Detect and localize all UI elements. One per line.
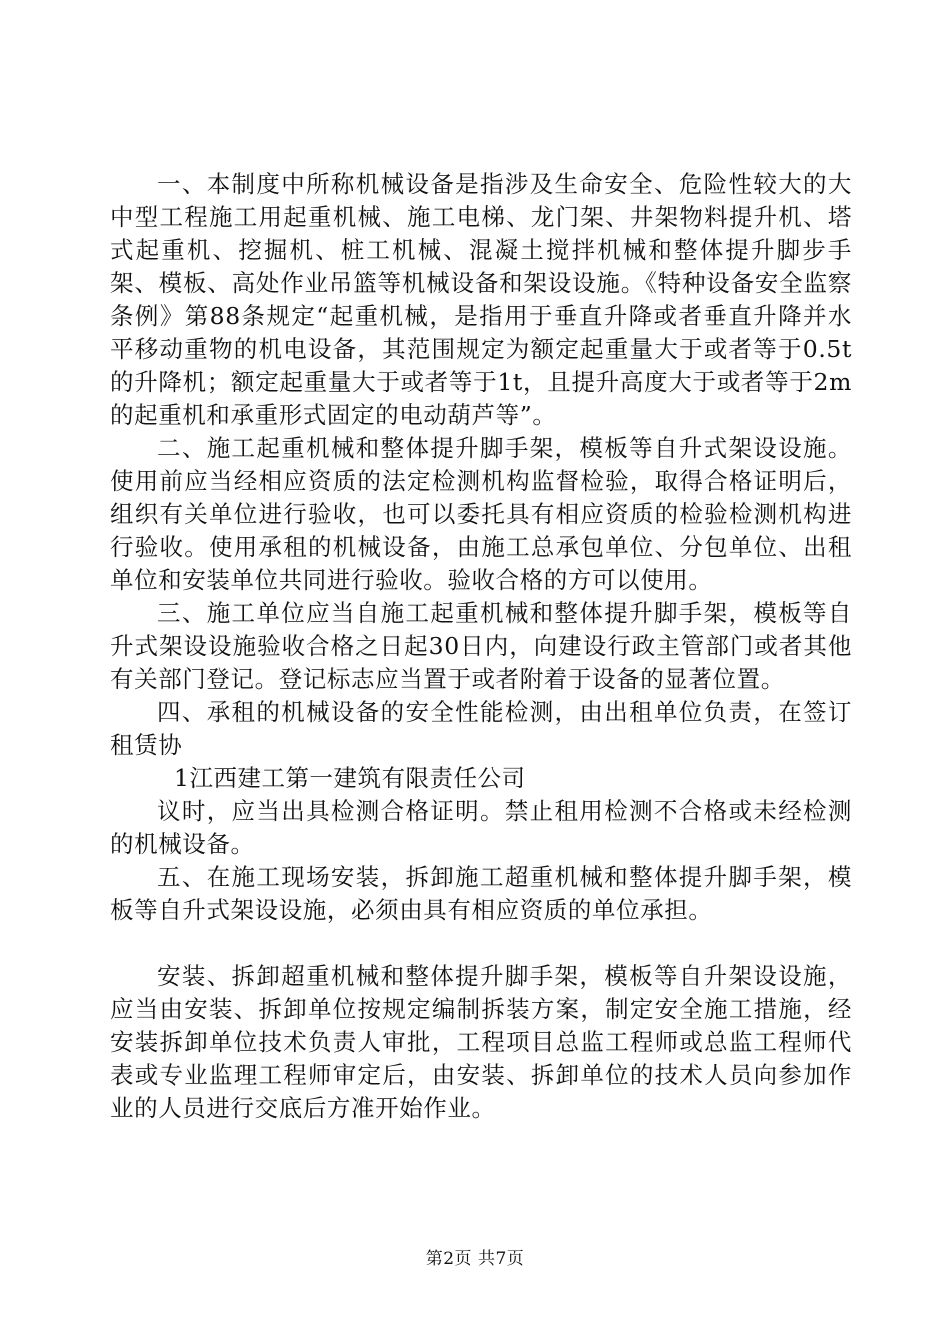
document-body [110,168,852,1125]
paragraph-4-continued: 议时，应当出具检测合格证明。禁止租用检测不合格或未经检测的机械设备。 [110,797,852,858]
paragraph-1: 一、本制度中所称机械设备是指涉及生命安全、危险性较大的大中型工程施工用起重机械、施工电梯、龙门架、井架物料提升机、塔式起重机、挖掘机、桩工机械、混凝土搅拌机械和整体提升脚步手架、模板、高处作业吊篮等机械设备和架设设施。《特种设备安全监察条例》第88条规定“起重机械，是指用于垂直升降或者垂直升降并水平移动重物的机电设备，其范围规定为额定起重量大于或者等于0.5t的升降机；额定起重量大于或者等于1t，且提升高度大于或者等于2m的起重机和承重形式固定的电动葫芦等”。 [110,170,852,429]
paragraph-6: 安装、拆卸超重机械和整体提升脚手架，模板等自升架设设施，应当由安装、拆卸单位按规定编制拆装方案，制定安全施工措施，经安装拆卸单位技术负责人审批，工程项目总监工程师或总监工程师代表或专业监理工程师审定后，由安装、拆卸单位的技术人员向参加作业的人员进行交底后方准开始作业。 [110,962,852,1122]
paragraph-5: 五、在施工现场安装，拆卸施工超重机械和整体提升脚手架，模板等自升式架设设施，必须由具有相应资质的单位承担。 [110,863,852,924]
paragraph-2: 二、施工起重机械和整体提升脚手架，模板等自升式架设设施。使用前应当经相应资质的法定检测机构监督检验，取得合格证明后，组织有关单位进行验收，也可以委托具有相应资质的检验检测机构进行验收。使用承租的机械设备，由施工总承包单位、分包单位、出租单位和安装单位共同进行验收。验收合格的方可以使用。 [110,434,852,594]
paragraph-gap [110,927,852,960]
paragraph-4: 四、承租的机械设备的安全性能检测，由出租单位负责，在签订租赁协 [110,698,852,759]
running-footer-company: 1江西建工第一建筑有限责任公司 [174,764,526,792]
page-number: 第2页 共7页 [425,1249,525,1269]
paragraph-3: 三、施工单位应当自施工起重机械和整体提升脚手架，模板等自升式架设设施验收合格之日起30日内，向建设行政主管部门或者其他有关部门登记。登记标志应当置于或者附着于设备的显著位置。 [110,599,852,693]
